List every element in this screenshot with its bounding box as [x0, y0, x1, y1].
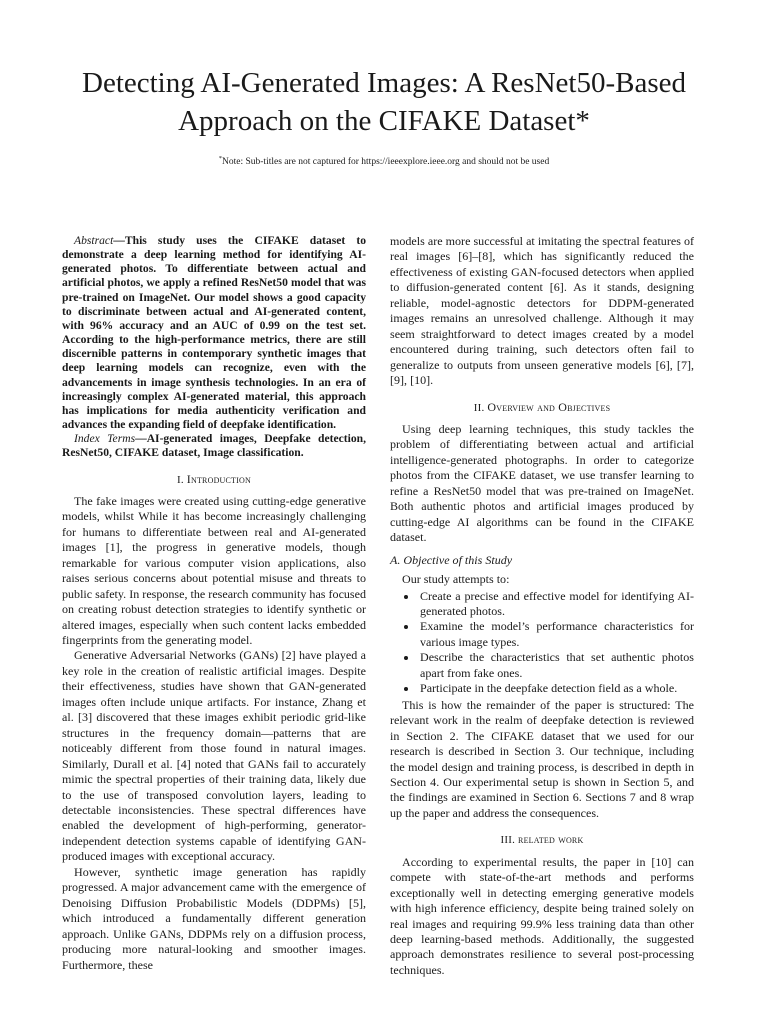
- footnote-text: Note: Sub-titles are not captured for https://ieeexplore.ieee.org and should not be used: [222, 157, 550, 167]
- abstract: [62, 234, 366, 461]
- subsection-title: Objective of this Study: [403, 552, 513, 567]
- subsection-heading-objective: [390, 553, 694, 568]
- list-item: • Examine the model’s performance characteristics for various image types.: [418, 619, 694, 650]
- section-heading-related-work: [390, 832, 694, 848]
- section-title: Overview and Objectives: [487, 399, 611, 414]
- section-number: I.: [177, 473, 184, 486]
- list-item: • Participate in the deepfake detection field as a whole.: [418, 681, 694, 696]
- objective-intro: Our study attempts to:: [402, 572, 510, 587]
- left-column: [62, 234, 366, 973]
- index-terms-label: Index Terms: [74, 432, 136, 446]
- intro-continuation: models are more successful at imitating the spectral features of real images [6]–[8], which has significantly reduced the effectiveness of existing GAN-focused detectors when applied to diffusion-generated content [6]. As it stands, designing reliable, model-agnostic detectors for DDPM-generated images remains an unresolved challenge. Although it may seem straightforward to detect images created by a model encountered during training, such detectors often fail to generalize to outputs from unseen generative models [6], [7], [9], [10].: [390, 234, 694, 388]
- index-terms-text: —AI-generated images, Deepfake detection, ResNet50, CIFAKE dataset, Image classification.: [62, 432, 366, 460]
- footnote-marker: *: [218, 155, 222, 162]
- section-heading-introduction: [62, 472, 366, 488]
- title-footnote: [40, 153, 728, 168]
- section-title: Introduction: [186, 471, 251, 486]
- intro-paragraph-2: Generative Adversarial Networks (GANs) [2] have played a key role in the creation of realistic artificial images. Despite their effectiveness, studies have shown that GAN-generated images often include unique artifacts. For instance, Zhang et al. [3] discovered that these images exhibit periodic grid-like structures in the frequency domain—patterns that are noticeably different from those found in natural images. Similarly, Durall et al. [4] noted that GANs fail to accurately mimic the spectral properties of their training data, likely due to the use of transposed convolution layers, leading to detectable inconsistencies. These spectral differences have enabled the development of high-performing, generator-independent detection systems capable of identifying GAN-produced images with exceptional accuracy.: [62, 648, 366, 864]
- abstract-paragraph: [62, 234, 366, 432]
- structure-paragraph: This is how the remainder of the paper is structured: The relevant work in the realm of deepfake detection is reviewed in Section 2. The CIFAKE dataset that we used for our research is described in Section 3. Our technique, including the model design and training process, is described in depth in Section 4. Our experimental setup is shown in Section 5, and the findings are examined in Section 6. Sections 7 and 8 wrap up the paper and address the consequences.: [390, 697, 694, 820]
- intro-paragraph-1: The fake images were created using cutting-edge generative models, whilst While it has become increasingly challenging for humans to differentiate between real and AI-generated images [1], the progress in generative models, though remarkable for various computer vision applications, also raises serious concerns about potential misuse and threats to public safety. In response, the research community has focused on creating robust detection strategies to identify synthetic or altered images, especially when such content lacks embedded fingerprints from the generating model.: [62, 493, 366, 648]
- paper-title: Detecting AI-Generated Images: A ResNet50-Based Approach on the CIFAKE Dataset*: [82, 67, 686, 137]
- index-terms: [62, 432, 366, 460]
- abstract-text: —This study uses the CIFAKE dataset to demonstrate a deep learning method for identifying AI-generated photos. To differentiate between actual and artificial photos, we apply a refined ResNet50 model that was pre-trained on ImageNet. Our model shows a good capacity to discriminate between actual and AI-generated content, with 96% accuracy and an AUC of 0.99 on the test set. According to the high-performance metrics, there are still discernible patterns in contemporary synthetic images that deep learning models can recognize, even with the advancements in image synthesis technologies. In an era of increasingly complex AI-generated material, this approach has implications for media authenticity verification and advances the expanding field of deepfake identification.: [62, 234, 366, 432]
- section-number: III.: [500, 834, 516, 847]
- list-item: • Create a precise and effective model for identifying AI-generated photos.: [418, 589, 694, 620]
- overview-paragraph: Using deep learning techniques, this study tackles the problem of differentiating between actual and artificial intelligence-generated photographs. In order to categorize photos from the CIFAKE dataset, we use transfer learning to refine a ResNet50 model that was pre-trained on ImageNet. Both authentic photos and artificial images produced by cutting-edge AI algorithms can be found in the CIFAKE dataset.: [390, 421, 694, 545]
- intro-paragraph-3: However, synthetic image generation has rapidly progressed. A major advancement came with the emergence of Denoising Diffusion Probabilistic Models (DDPMs) [5], which introduced a fundamentally different generation approach. Unlike GANs, DDPMs rely on a diffusion process, producing more natural-looking and smoother images. Furthermore, these: [62, 864, 366, 972]
- section-title: related work: [518, 832, 584, 847]
- objective-list: [390, 589, 694, 697]
- list-item: • Describe the characteristics that set authentic photos apart from fake ones.: [418, 650, 694, 681]
- section-heading-overview: [390, 400, 694, 416]
- related-work-paragraph: According to experimental results, the paper in [10] can compete with state-of-the-art methods and performs exceptionally well in detecting emerging generative models with high inference efficiency, despite being trained solely on real images and requiring 99.9% less training data than other deep learning-based methods. Additionally, the suggested approach demonstrates resilience to several post-processing techniques.: [390, 854, 694, 977]
- section-number: II.: [473, 401, 485, 414]
- right-column: [390, 234, 694, 978]
- subsection-label: A.: [390, 552, 401, 567]
- abstract-label: Abstract: [74, 234, 114, 247]
